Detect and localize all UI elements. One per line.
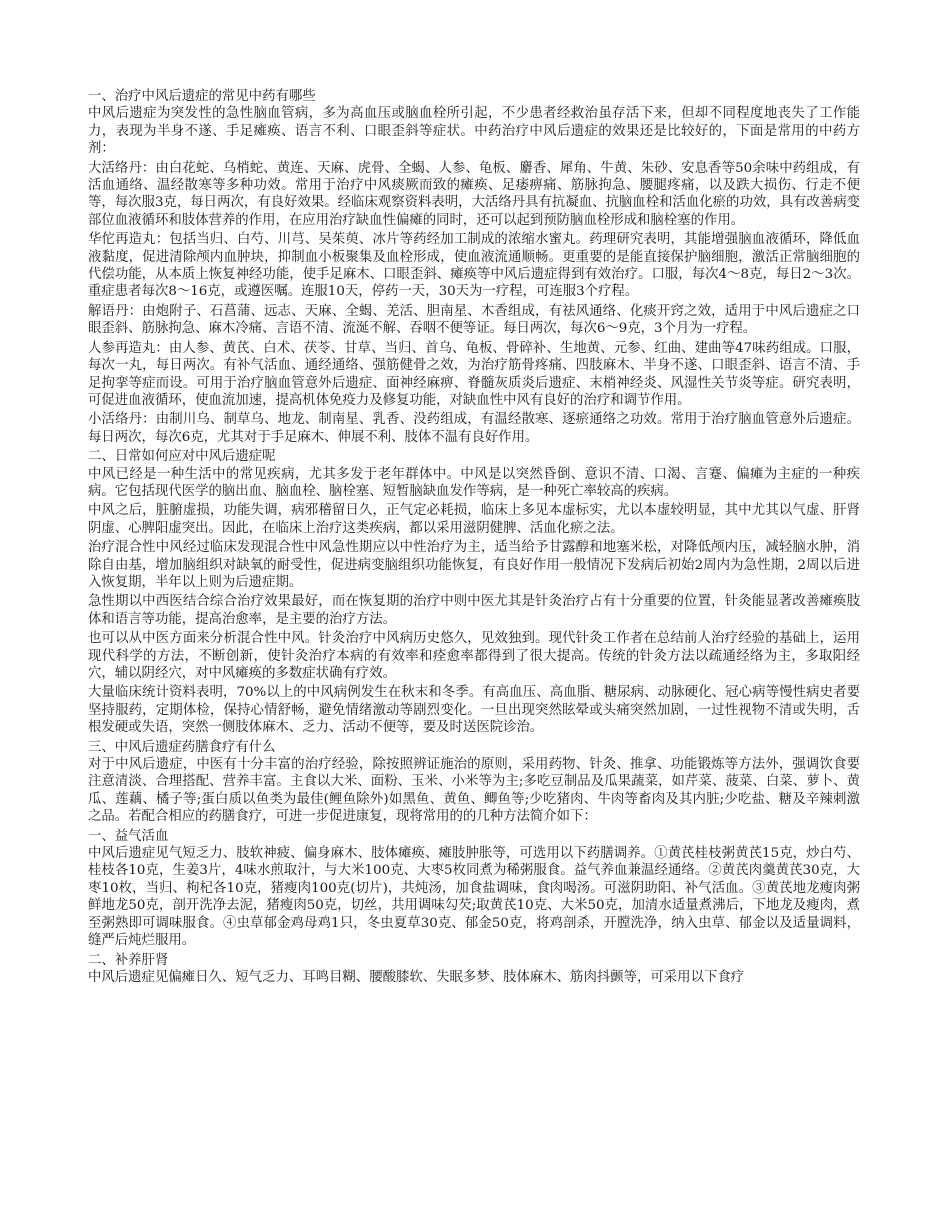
paragraph-ganshen-intro: 中风后遗症见偏瘫日久、短气乏力、耳鸣目糊、腰酸膝软、失眠多梦、肢体麻木、筋肉抖颤等，可采用以下食疗 <box>88 969 745 985</box>
paragraph-diet-therapy: 对于中风后遗症，中医有十分丰富的治疗经验，除按照辨证施治的原则，采用药物、针灸、推拿、功能锻炼等方法外，强调饮食要注意清淡、合理搭配、营养丰富。主食以大米、面粉、玉米、小米等为主;多吃豆制品及瓜果蔬菜，如芹菜、菠菜、白菜、萝卜、黄瓜、莲藕、橘子等;蛋白质以鱼类为最佳(鲤鱼除外)如黑鱼、黄鱼、鲫鱼等;少吃猪肉、牛肉等畜肉及其内脏;少吃盐、糖及辛辣刺激之品。若配合相应的药膳食疗，可进一步促进康复，现将常用的的几种方法简介如下： <box>88 757 860 825</box>
section-heading-1: 一、治疗中风后遗症的常见中药有哪些 <box>88 89 316 104</box>
subheading-buyang-ganshen: 二、补养肝肾 <box>88 952 169 968</box>
paragraph-huatuozaizaowan: 华佗再造丸：包括当归、白芍、川芎、吴茱萸、冰片等药经加工制成的浓缩水蜜丸。药理研究表明，其能增强脑血液循环，降低血液黏度，促进清除颅内血肿块，抑制血小板聚集及血栓形成，使血液流通顺畅。更重要的是能直接保护脑细胞，激活正常脑细胞的代偿功能，从本质上恢复神经功能，使手足麻木、口眼歪斜、瘫痪等中风后遗症得到有效治疗。口服，每次4～8克，每日2～3次。重症患者每次8～16克，或遵医嘱。连服10天，停药一天，30天为一疗程，可连服3个疗程。 <box>88 232 860 300</box>
paragraph-yiqi-recipes: 中风后遗症见气短乏力、肢软神疲、偏身麻木、肢体瘫痪、瘫肢肿胀等，可选用以下药膳调养。①黄芪桂枝粥黄芪15克，炒白芍、桂枝各10克，生姜3片，4味水煎取汁，与大米100克、大枣5枚同煮为稀粥服食。益气养血兼温经通络。②黄芪肉羹黄芪30克，大枣10枚，当归、枸杞各10克，猪瘦肉100克(切片)，共炖汤，加食盐调味，食肉喝汤。可滋阴助阳、补气活血。③黄芪地龙瘦肉粥鲜地龙50克，剖开洗净去泥，猪瘦肉50克，切丝，共用调味勾芡;取黄芪10克、大米50克，加清水适量煮沸后，下地龙及瘦肉，煮至粥熟即可调味服食。④虫草郁金鸡母鸡1只，冬虫夏草30克、郁金50克，将鸡剖杀，开膛洗净，纳入虫草、郁金以及适量调料，缝严后炖烂服用。 <box>88 846 860 949</box>
paragraph-renshenzaizaowan: 人参再造丸：由人参、黄芪、白术、茯苓、甘草、当归、首乌、龟板、骨碎补、生地黄、元参、红曲、建曲等47味药组成。口服，每次一丸，每日两次。有补气活血、通经通络、强筋健骨之效，为治疗筋骨疼痛、四肢麻木、半身不遂、口眼歪斜、语言不清、手足拘挛等症而设。可用于治疗脑血管意外后遗症、面神经麻痹、脊髓灰质炎后遗症、末梢神经炎、风湿性关节炎等症。研究表明，可促进血液循环，使血流加速，提高机体免疫力及修复功能，对缺血性中风有良好的治疗和调节作用。 <box>88 340 860 408</box>
paragraph-mixed-stroke-treatment: 治疗混合性中风经过临床发现混合性中风急性期应以中性治疗为主，适当给予甘露醇和地塞米松，对降低颅内压，减轻脑水肿，消除自由基，增加脑组织对缺氧的耐受性，促进病变脑组织功能恢复，有良好作用一般情况下发病后初始2周内为急性期，2周以后进入恢复期，半年以上则为后遗症期。 <box>88 540 860 590</box>
section-heading-3: 三、中风后遗症药膳食疗有什么 <box>88 739 276 755</box>
subheading-yiqi-huoxue: 一、益气活血 <box>88 828 169 844</box>
section-heading-2: 二、日常如何应对中风后遗症呢 <box>88 449 276 465</box>
paragraph-acute-phase: 急性期以中西医结合综合治疗效果最好，而在恢复期的治疗中则中医尤其是针灸治疗占有十分重要的位置，针灸能显著改善瘫痪肢体和语言等功能，提高治愈率，是主要的治疗方法。 <box>88 594 860 627</box>
paragraph-dahuoluodan: 大活络丹：由白花蛇、乌梢蛇、黄连、天麻、虎骨、全蝎、人参、龟板、麝香、犀角、牛黄、朱砂、安息香等50余味中药组成，有活血通络、温经散寒等多种功效。常用于治疗中风痰厥而致的瘫痪、足痿痹痛、筋脉拘急、腰腿疼痛，以及跌大损伤、行走不便等，每次服3克，每日两次，有良好效果。经临床观察资料表明，大活络丹具有抗凝血、抗脑血栓和活血化瘀的功效，具有改善病变部位血液循环和肢体营养的作用，在应用治疗缺血性偏瘫的同时，还可以起到预防脑血栓形成和脑栓塞的作用。 <box>88 160 860 228</box>
paragraph-xiaohuoluodan: 小活络丹：由制川乌、制草乌、地龙、制南星、乳香、没药组成，有温经散寒、逐瘀通络之功效。常用于治疗脑血管意外后遗症。每日两次，每次6克，尤其对于手足麻木、伸展不利、肢体不温有良好作用。 <box>88 412 860 445</box>
paragraph-jieyudan: 解语丹：由炮附子、石菖蒲、远志、天麻、全蝎、羌活、胆南星、木香组成，有祛风通络、化痰开窍之效，适用于中风后遗症之口眼歪斜、筋脉拘急、麻木冷痛、言语不清、流涎不解、吞咽不便等证。每日两次，每次6～9克，3个月为一疗程。 <box>88 303 860 337</box>
paragraph-stroke-overview: 中风已经是一种生活中的常见疾病，尤其多发于老年群体中。中风是以突然昏倒、意识不清、口渴、言蹇、偏瘫为主症的一种疾病。它包括现代医学的脑出血、脑血栓、脑栓塞、短暂脑缺血发作等病，是一种死亡率较高的疾病。 <box>88 466 860 499</box>
paragraph-acupuncture: 也可以从中医方面来分析混合性中风。针灸治疗中风病历史悠久，见效独到。现代针灸工作者在总结前人治疗经验的基础上，运用现代科学的方法，不断创新，使针灸治疗本病的有效率和痊愈率都得到了很大提高。传统的针灸方法以疏通经络为主，多取阳经穴，辅以阴经穴，对中风瘫痪的多数症状确有疗效。 <box>88 631 860 681</box>
paragraph-after-stroke: 中风之后，脏腑虚损，功能失调，病邪稽留日久，正气定必耗损，临床上多见本虚标实，尤以本虚较明显，其中尤其以气虚、肝肾阴虚、心脾阳虚突出。因此，在临床上治疗这类疾病，都以采用滋阴健脾、活血化瘀之法。 <box>88 503 860 536</box>
paragraph-intro: 中风后遗症为突发性的急性脑血管病，多为高血压或脑血栓所引起，不少患者经救治虽存活下来，但却不同程度地丧失了工作能力，表现为半身不遂、手足瘫痪、语言不利、口眼歪斜等症状。中药治疗中风后遗症的效果还是比较好的，下面是常用的中药方剂： <box>88 106 860 157</box>
paragraph-clinical-stats: 大量临床统计资料表明，70%以上的中风病例发生在秋末和冬季。有高血压、高血脂、糖尿病、动脉硬化、冠心病等慢性病史者要坚持服药，定期体检，保持心情舒畅，避免情绪激动等剧烈变化。一旦出现突然眩晕或头痛突然加剧，一过性视物不清或失明，舌根发硬或失语，突然一侧肢体麻木、乏力、活动不便等，要及时送医院诊治。 <box>88 685 860 736</box>
document-body <box>88 88 860 988</box>
